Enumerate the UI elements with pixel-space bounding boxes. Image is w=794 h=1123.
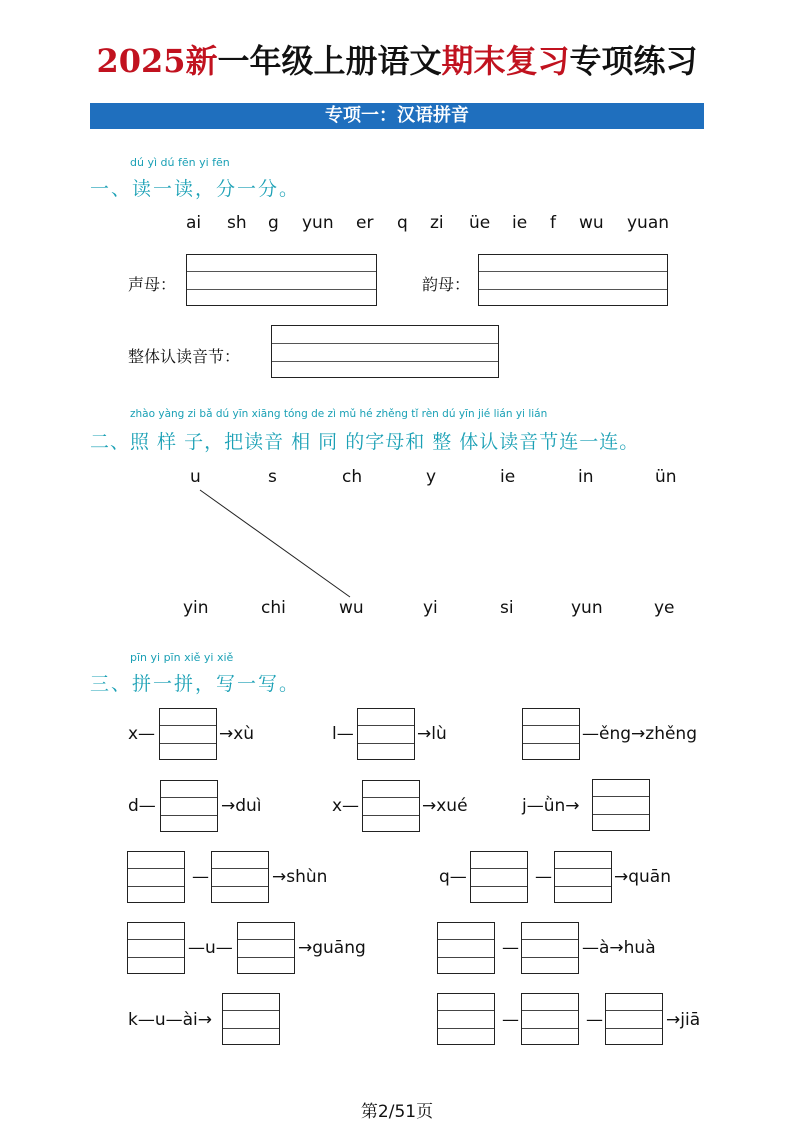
- r3b-prefix: q—: [439, 867, 467, 887]
- r1b-prefix: l—: [332, 724, 354, 744]
- r4b-result: —à→huà: [582, 938, 656, 958]
- writing-grid[interactable]: [160, 780, 218, 832]
- writing-grid[interactable]: [554, 851, 612, 903]
- match-bottom-item: ye: [654, 598, 675, 618]
- writing-grid[interactable]: [211, 851, 269, 903]
- writing-grid[interactable]: [357, 708, 415, 760]
- sec1-item: sh: [227, 213, 247, 233]
- writing-grid[interactable]: [362, 780, 420, 832]
- r4b-dash: —: [502, 938, 519, 958]
- zhengti-label: 整体认读音节：: [128, 347, 241, 366]
- sec1-item: zi: [430, 213, 444, 233]
- writing-grid[interactable]: [127, 922, 185, 974]
- writing-grid[interactable]: [127, 851, 185, 903]
- r1a-prefix: x—: [128, 724, 156, 744]
- r2a-prefix: d—: [128, 796, 156, 816]
- sec1-heading: 一、读一读，分一分。: [90, 178, 301, 200]
- sec1-item: ie: [512, 213, 528, 233]
- sec1-item: yun: [302, 213, 334, 233]
- sec1-item: f: [550, 213, 556, 233]
- r2b-result: →xué: [422, 796, 468, 816]
- match-top-item: y: [426, 467, 437, 487]
- writing-grid[interactable]: [605, 993, 663, 1045]
- sec3-pinyin: pīn yi pīn xiě yi xiě: [130, 651, 234, 664]
- match-bottom-item: wu: [339, 598, 364, 618]
- writing-grid[interactable]: [592, 779, 650, 831]
- section-banner: 专项一：汉语拼音: [90, 103, 704, 129]
- sec3-heading: 三、拼一拼，写一写。: [90, 673, 301, 695]
- r3b-dash: —: [535, 867, 552, 887]
- sec2-pinyin: zhào yàng zi bǎ dú yīn xiāng tóng de zì mǔ hé zhěng tǐ rèn dú yīn jié lián yi lián: [130, 408, 548, 420]
- writing-grid[interactable]: [159, 708, 217, 760]
- match-bottom-item: yun: [571, 598, 603, 618]
- match-top-item: ün: [655, 467, 677, 487]
- r4a-result: →guāng: [298, 938, 366, 958]
- title-review: 期末复习: [441, 42, 570, 80]
- match-top-item: ie: [500, 467, 516, 487]
- writing-grid[interactable]: [470, 851, 528, 903]
- sec1-item: ai: [186, 213, 202, 233]
- writing-grid[interactable]: [521, 922, 579, 974]
- match-top-item: in: [578, 467, 594, 487]
- writing-grid[interactable]: [437, 993, 495, 1045]
- match-bottom-item: yin: [183, 598, 209, 618]
- r3a-result: →shùn: [272, 867, 328, 887]
- sec1-item: g: [268, 213, 279, 233]
- match-bottom-item: chi: [261, 598, 286, 618]
- sec1-item: q: [397, 213, 408, 233]
- title-grade: 一年级上册语文: [217, 42, 442, 80]
- r5b-dash2: —: [586, 1010, 603, 1030]
- match-top-item: ch: [342, 467, 363, 487]
- r2c-prefix: j—ǜn→: [522, 796, 580, 816]
- match-bottom-item: yi: [423, 598, 438, 618]
- sec1-item: üe: [469, 213, 491, 233]
- sec1-item: er: [356, 213, 374, 233]
- title-practice: 专项练习: [569, 42, 698, 80]
- r5a-prefix: k—u—ài→: [128, 1010, 213, 1030]
- writing-grid[interactable]: [222, 993, 280, 1045]
- match-bottom-item: si: [500, 598, 514, 618]
- r4a-mid: —u—: [188, 938, 233, 958]
- r1b-result: →lù: [417, 724, 447, 744]
- sec1-item: yuan: [627, 213, 670, 233]
- shengmu-label: 声母：: [128, 275, 177, 294]
- r2b-prefix: x—: [332, 796, 360, 816]
- r2a-result: →duì: [221, 796, 262, 816]
- r1c-text: —ěng→zhěng: [582, 724, 697, 744]
- r3a-dash: —: [192, 867, 209, 887]
- writing-grid[interactable]: [437, 922, 495, 974]
- writing-grid[interactable]: [521, 993, 579, 1045]
- writing-grid[interactable]: [237, 922, 295, 974]
- r3b-result: →quān: [614, 867, 672, 887]
- r1a-result: →xù: [219, 724, 255, 744]
- sec2-heading: 二、照 样 子，把读音 相 同 的字母和 整 体认读音节连一连。: [90, 431, 640, 453]
- sec1-item: wu: [579, 213, 604, 233]
- title-year: 2025新: [96, 42, 218, 80]
- yunmu-label: 韵母：: [422, 275, 471, 294]
- sec1-pinyin: dú yì dú fēn yi fēn: [130, 156, 230, 169]
- r5b-result: →jiā: [666, 1010, 701, 1030]
- writing-grid[interactable]: [522, 708, 580, 760]
- page-number: 第2/51页: [360, 1102, 434, 1122]
- match-top-item: u: [190, 467, 201, 487]
- r5b-dash1: —: [502, 1010, 519, 1030]
- match-top-item: s: [268, 467, 277, 487]
